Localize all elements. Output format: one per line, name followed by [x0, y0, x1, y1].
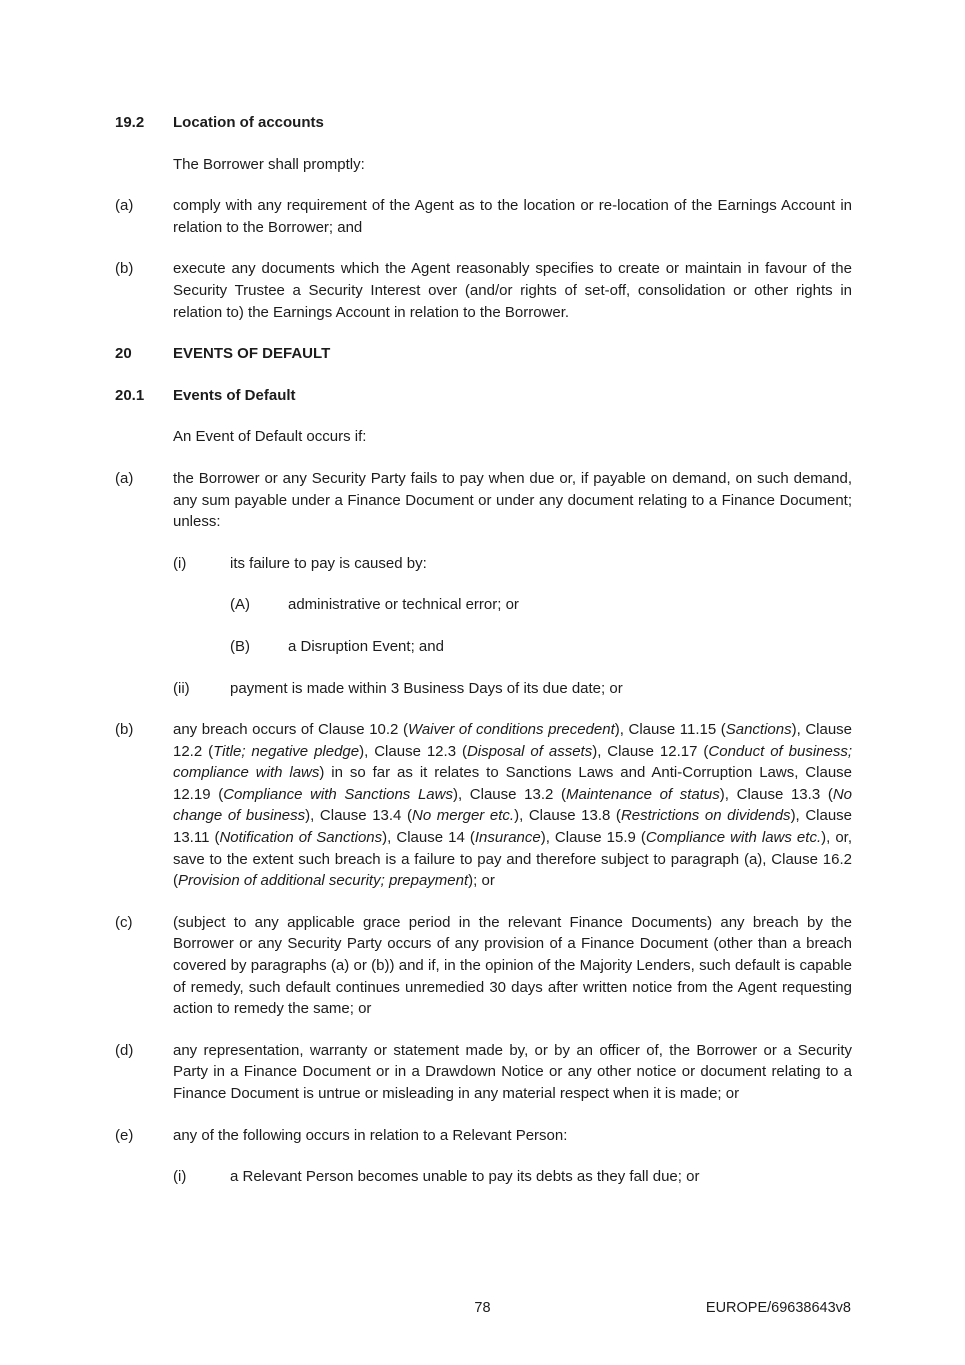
clause-marker: (c)	[115, 913, 133, 931]
clause-item-d	[115, 1040, 852, 1105]
subclause-marker: (ii)	[173, 679, 190, 697]
page-footer	[0, 1297, 965, 1319]
document-reference: EUROPE/69638643v8	[705, 1300, 851, 1316]
clause-item-c	[115, 912, 852, 1020]
clause-item-e	[115, 1125, 852, 1147]
clause-text: any of the following occurs in relation to a Relevant Person:	[173, 1126, 568, 1144]
clause-marker: (e)	[115, 1126, 134, 1144]
subsubclause-text: a Disruption Event; and	[288, 637, 444, 655]
subsubclause-marker: (B)	[230, 637, 250, 655]
subclause-marker: (i)	[173, 1168, 187, 1186]
subclause-item-i-relevant-person	[115, 1166, 852, 1188]
section-heading-20-1	[115, 385, 852, 407]
clause-marker: (a)	[115, 197, 134, 215]
section-number: 19.2	[115, 114, 145, 131]
document-body	[115, 112, 852, 1208]
clause-text: the Borrower or any Security Party fails to pay when due or, if payable on demand, on such demand, any sum payable under a Finance Document or under any document relating to a Finance Document; unless:	[173, 469, 852, 531]
subsubclause-text: administrative or technical error; or	[288, 596, 519, 614]
paragraph-intro	[115, 154, 852, 176]
section-heading-20	[115, 343, 852, 365]
subclause-item-ii	[115, 678, 852, 700]
clause-item-a	[115, 195, 852, 238]
page-number: 78	[474, 1300, 491, 1316]
subclause-text: its failure to pay is caused by:	[230, 554, 427, 572]
clause-text: (subject to any applicable grace period in the relevant Finance Documents) any breach by the Borrower or any Security Party occurs of any provision of a Finance Document (other than a breach covered by paragraphs (a) or (b)) and if, in the opinion of the Majority Lenders, such default is capable of remedy, such default continues unremedied 30 days after written notice from the Agent requesting action to remedy the same; or	[173, 913, 852, 1018]
section-title: EVENTS OF DEFAULT	[173, 345, 331, 363]
paragraph-text: The Borrower shall promptly:	[173, 155, 365, 173]
subsubclause-item-B	[115, 636, 852, 658]
clause-text: any representation, warranty or statement made by, or by an officer of, the Borrower or a Security Party in a Finance Document or in a Drawdown Notice or any other notice or document relating to a Finance Document is untrue or misleading in any material respect when it is made; or	[173, 1041, 852, 1102]
clause-text: any breach occurs of Clause 10.2 (Waiver of conditions precedent), Clause 11.15 (Sanctions), Clause 12.2 (Title; negative pledge), Clause 12.3 (Disposal of assets), Clause 12.17 (Conduct of business; compliance with laws) in so far as it relates to Sanctions Laws and Anti-Corruption Laws, Clause 12.19 (Compliance with Sanctions Laws), Clause 13.2 (Maintenance of status), Clause 13.3 (No change of business), Clause 13.4 (No merger etc.), Clause 13.8 (Restrictions on dividends), Clause 13.11 (Notification of Sanctions), Clause 14 (Insurance), Clause 15.9 (Compliance with laws etc.), or, save to the extent such breach is a failure to pay and therefore subject to paragraph (a), Clause 16.2 (Provision of additional security; prepayment); or	[173, 721, 853, 890]
subclause-marker: (i)	[173, 554, 187, 572]
section-heading-19-2	[115, 112, 852, 134]
section-title: Events of Default	[173, 386, 296, 404]
subclause-item-i	[115, 553, 852, 575]
section-number: 20	[115, 345, 132, 363]
subsubclause-item-A	[115, 594, 852, 616]
clause-text: comply with any requirement of the Agent as to the location or re-location of the Earnings Account in relation to the Borrower; and	[173, 197, 852, 236]
clause-marker: (b)	[115, 260, 134, 278]
clause-item-b-default	[115, 719, 852, 892]
section-title: Location of accounts	[173, 114, 324, 131]
clause-text: execute any documents which the Agent reasonably specifies to create or maintain in favour of the Security Trustee a Security Interest over (and/or rights of set-off, consolidation or other rights in relation to) the Earnings Account in relation to the Borrower.	[173, 260, 852, 321]
clause-marker: (a)	[115, 469, 134, 487]
section-number: 20.1	[115, 386, 145, 404]
paragraph-text: An Event of Default occurs if:	[173, 428, 367, 446]
clause-item-a	[115, 468, 852, 533]
clause-marker: (d)	[115, 1041, 134, 1059]
subclause-text: payment is made within 3 Business Days of its due date; or	[230, 679, 623, 697]
subsubclause-marker: (A)	[230, 596, 250, 614]
subclause-text: a Relevant Person becomes unable to pay its debts as they fall due; or	[230, 1168, 700, 1186]
clause-marker: (b)	[115, 721, 134, 739]
clause-item-b	[115, 258, 852, 323]
paragraph-intro	[115, 426, 852, 448]
